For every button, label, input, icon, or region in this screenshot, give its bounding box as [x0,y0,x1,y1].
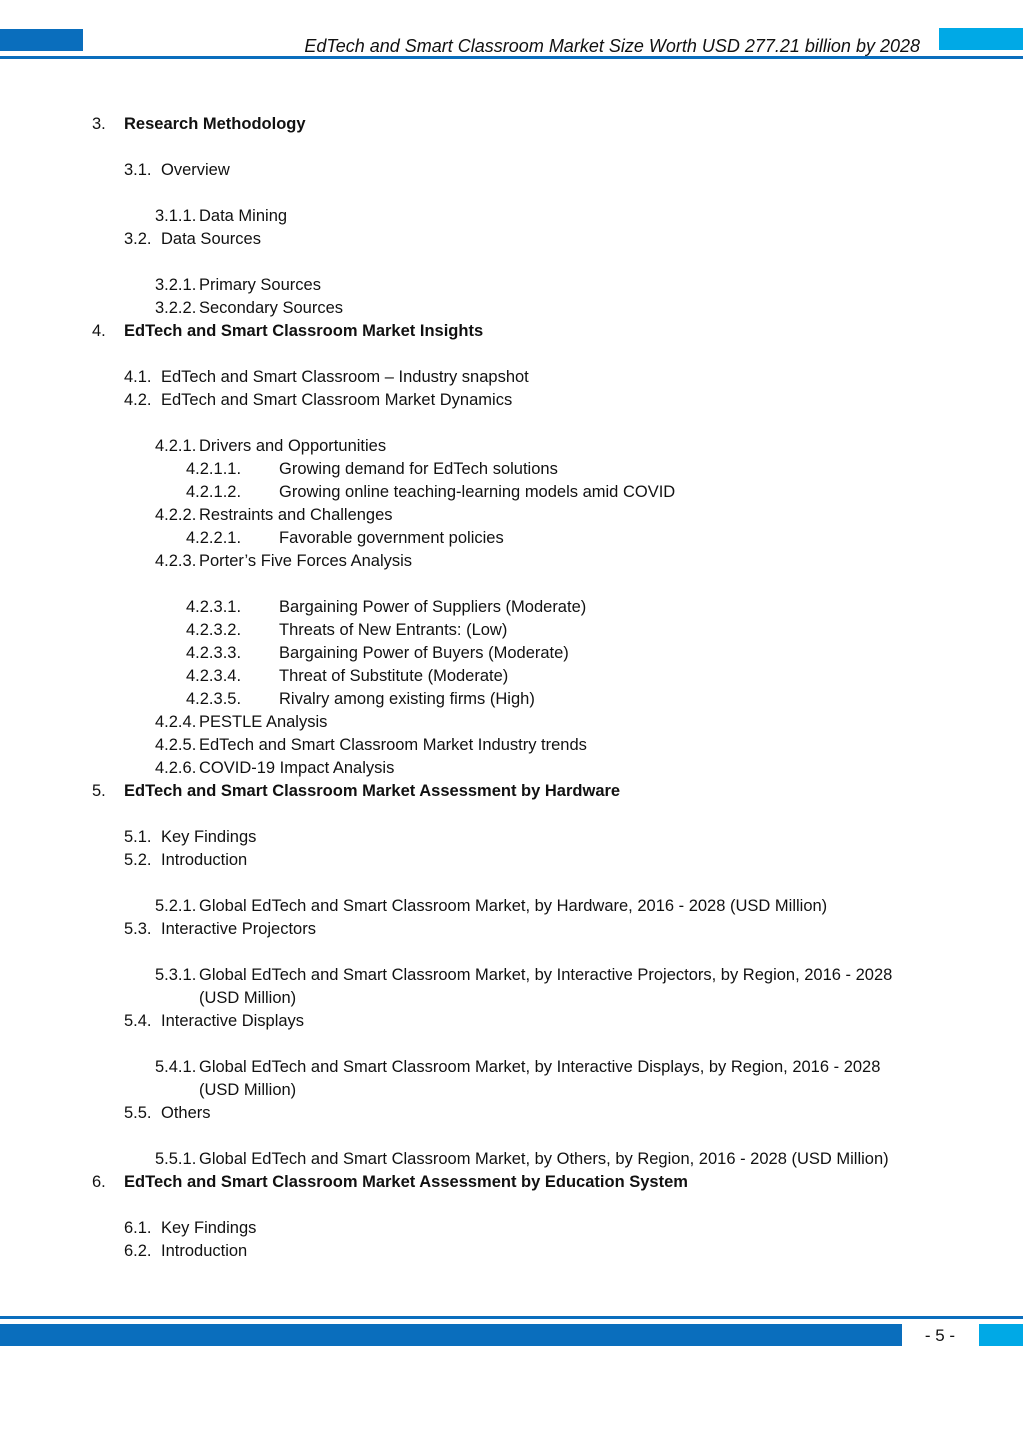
toc-text: Growing online teaching-learning models amid COVID [279,483,676,501]
toc-number: 4. [92,322,106,340]
toc-text: Bargaining Power of Buyers (Moderate) [279,644,569,662]
toc-text: Key Findings [161,1219,257,1237]
toc-number: 5.2.1. [155,897,197,915]
toc-text: Global EdTech and Smart Classroom Market, by Hardware, 2016 - 2028 (USD Million) [199,897,828,915]
toc-number: 6. [92,1173,106,1191]
toc-number: 4.2.1.1. [186,460,242,478]
toc-text: Introduction [161,1242,248,1260]
toc-text: COVID-19 Impact Analysis [199,759,395,777]
toc-text: Secondary Sources [199,299,343,317]
toc-number: 5. [92,782,106,800]
toc-number: 4.2.3.4. [186,667,242,685]
toc-number: 3. [92,115,106,133]
toc-text: Rivalry among existing firms (High) [279,690,535,708]
toc-text: Threat of Substitute (Moderate) [279,667,509,685]
toc-number: 5.1. [124,828,152,846]
page-number: - 5 - [924,1326,956,1345]
toc-text: (USD Million) [199,989,297,1007]
toc-text: EdTech and Smart Classroom – Industry snapshot [161,368,529,386]
footer-accent-left [0,1324,902,1346]
toc-number: 4.2. [124,391,152,409]
toc-text: Others [161,1104,211,1122]
toc-text: Global EdTech and Smart Classroom Market, by Others, by Region, 2016 - 2028 (USD Million) [199,1150,889,1168]
footer-accent-right [979,1324,1023,1346]
toc-text: Interactive Displays [161,1012,305,1030]
toc-text: Threats of New Entrants: (Low) [279,621,508,639]
toc-number: 3.2. [124,230,152,248]
toc-number: 5.5. [124,1104,152,1122]
toc-number: 4.2.1.2. [186,483,242,501]
toc-text: Data Mining [199,207,288,225]
toc-text: Drivers and Opportunities [199,437,387,455]
toc-number: 3.1.1. [155,207,197,225]
toc-text: Global EdTech and Smart Classroom Market, by Interactive Projectors, by Region, 2016 - 2028 [199,966,893,984]
toc-text: EdTech and Smart Classroom Market Industry trends [199,736,587,754]
toc-text: EdTech and Smart Classroom Market Dynamics [161,391,513,409]
toc-text: Interactive Projectors [161,920,316,938]
toc-text: Restraints and Challenges [199,506,393,524]
toc-number: 4.2.2.1. [186,529,242,547]
toc-number: 4.2.6. [155,759,197,777]
toc-number: 5.3.1. [155,966,197,984]
toc-number: 4.2.3.5. [186,690,242,708]
toc-number: 5.2. [124,851,152,869]
toc-text: Primary Sources [199,276,321,294]
toc-text: Overview [161,161,230,179]
toc-text: Data Sources [161,230,261,248]
toc-number: 4.1. [124,368,152,386]
toc-text: (USD Million) [199,1081,297,1099]
toc-number: 4.2.3.2. [186,621,242,639]
toc-number: 6.2. [124,1242,152,1260]
toc-text: Key Findings [161,828,257,846]
footer-rule [0,1316,1023,1319]
toc-number: 5.5.1. [155,1150,197,1168]
toc-number: 5.3. [124,920,152,938]
toc-text: EdTech and Smart Classroom Market Assessment by Education System [124,1173,688,1191]
toc-number: 6.1. [124,1219,152,1237]
toc-text: Growing demand for EdTech solutions [279,460,558,478]
toc-number: 4.2.3.3. [186,644,242,662]
toc-text: PESTLE Analysis [199,713,328,731]
toc-text: Introduction [161,851,248,869]
toc-number: 4.2.3.1. [186,598,242,616]
toc-number: 5.4.1. [155,1058,197,1076]
toc-text: Bargaining Power of Suppliers (Moderate) [279,598,587,616]
toc-number: 4.2.2. [155,506,197,524]
toc-number: 4.2.5. [155,736,197,754]
toc-text: EdTech and Smart Classroom Market Insights [124,322,484,340]
toc-number: 4.2.3. [155,552,197,570]
toc-number: 3.2.1. [155,276,197,294]
toc-text: Research Methodology [124,115,306,133]
toc-text: Porter’s Five Forces Analysis [199,552,413,570]
toc-number: 5.4. [124,1012,152,1030]
toc-number: 3.1. [124,161,152,179]
toc-text: EdTech and Smart Classroom Market Assessment by Hardware [124,782,621,800]
toc-text: Global EdTech and Smart Classroom Market, by Interactive Displays, by Region, 2016 - 2028 [199,1058,881,1076]
toc-number: 3.2.2. [155,299,197,317]
toc-text: Favorable government policies [279,529,504,547]
document-header-title: EdTech and Smart Classroom Market Size Worth USD 277.21 billion by 2028 [304,36,920,56]
toc-number: 4.2.4. [155,713,197,731]
toc-number: 4.2.1. [155,437,197,455]
